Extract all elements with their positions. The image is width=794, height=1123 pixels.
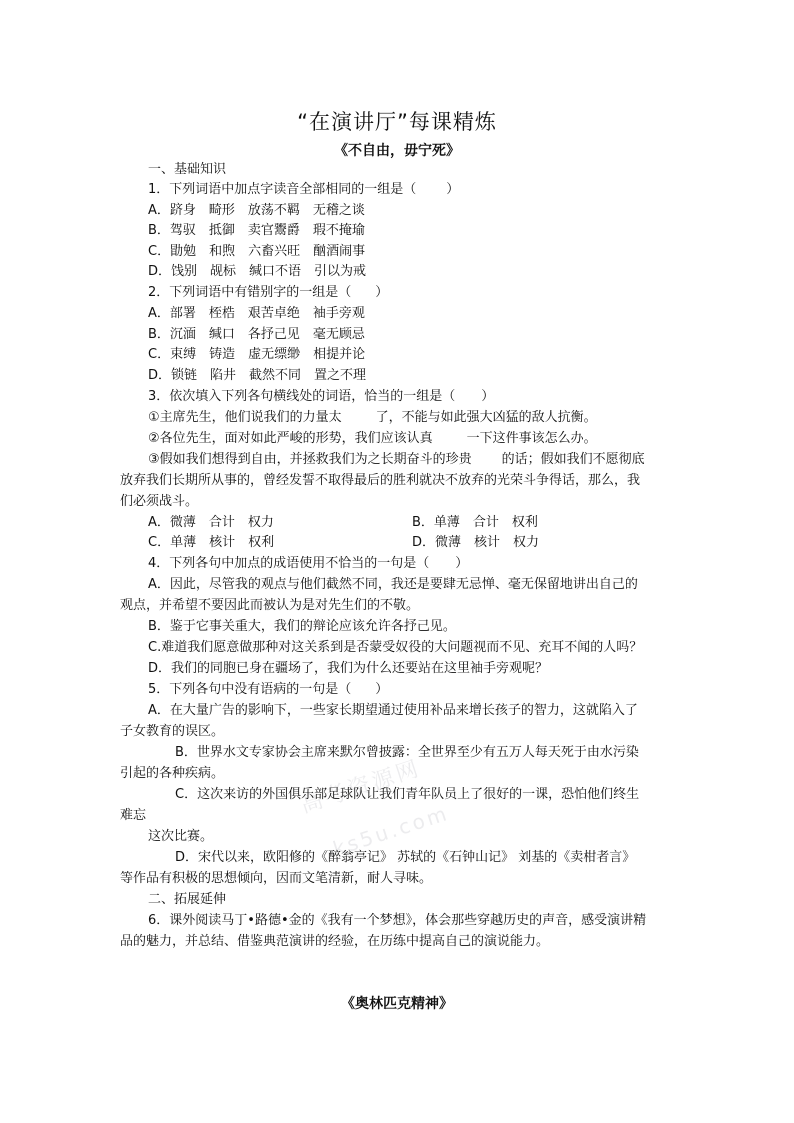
question-4-text: 4．下列各句中加点的成语使用不恰当的一句是（	[148, 556, 430, 571]
question-2-text: 2．下列词语中有错别字的一组是（	[148, 285, 352, 300]
watermark-url: ks5u.com	[330, 800, 453, 861]
question-5-option-b-cont: 引起的各种疾病。	[120, 766, 225, 781]
question-5-option-b: B．世界水文专家协会主席来默尔曾披露：全世界至少有五万人每天死于由水污染	[175, 745, 639, 760]
sentence-2-part-b: 一下这件事该怎么办。	[466, 431, 597, 446]
question-4-option-a-cont: 观点，并希望不要因此而被认为是对先生们的不敬。	[120, 598, 420, 613]
question-1-text: 1．下列词语中加点字读音全部相同的一组是（	[148, 182, 417, 197]
question-5-option-c-cont: 难忘	[120, 808, 147, 823]
question-2-option-d: D．锁链 陷井 截然不同 置之不理	[148, 368, 367, 383]
question-3-sentence-1	[148, 410, 597, 426]
question-4-stem	[148, 556, 468, 572]
question-3-stem	[148, 389, 494, 405]
question-5-option-d-cont: 等作品有积极的思想倾向，因而文笔清新，耐人寻味。	[120, 871, 433, 886]
sentence-2-part-a: ②各位先生，面对如此严峻的形势，我们应该认真	[148, 431, 433, 446]
question-5-paren: ）	[375, 682, 389, 697]
question-3-text: 3．依次填入下列各句横线处的词语，恰当的一组是（	[148, 389, 456, 404]
sentence-3-part-a: ③假如我们想得到自由，并拯救我们为之长期奋斗的珍贵	[148, 452, 472, 467]
question-3-paren: ）	[481, 389, 495, 404]
lesson-title: 《不自由，毋宁死》	[334, 143, 460, 159]
question-3-sentence-3-end: 们必须战斗。	[120, 494, 199, 509]
question-6-line-2: 品的魅力，并总结、借鉴典范演讲的经验，在历练中提高自己的演说能力。	[120, 934, 550, 949]
question-5-stem	[148, 682, 388, 698]
question-4-option-d: D．我们的同胞已身在疆场了，我们为什么还要站在这里袖手旁观呢？	[148, 661, 549, 676]
question-4-option-c: C.难道我们愿意做那种对这关系到是否蒙受奴役的大问题视而不见、充耳不闻的人吗？	[148, 640, 643, 655]
question-5-text: 5．下列各句中没有语病的一句是（	[148, 682, 352, 697]
watermark-text: 高考资源网	[297, 756, 425, 819]
question-2-option-c: C．束缚 铸造 虚无缥缈 相提并论	[148, 347, 366, 362]
question-4-option-a: A．因此，尽管我的观点与他们截然不同，我还是要肆无忌惮、毫无保留地讲出自己的	[148, 577, 638, 592]
question-1-option-d: D．饯别 觇标 缄口不语 引以为戒	[148, 264, 367, 279]
question-2-option-a: A．部署 桎梏 艰苦卓绝 袖手旁观	[148, 306, 365, 321]
question-5-option-a: A．在大量广告的影响下，一些家长期望通过使用补品来增长孩子的智力，这就陷入了	[148, 703, 638, 718]
section-heading-basics: 一、基础知识	[148, 162, 227, 177]
question-5-option-c-end: 这次比赛。	[148, 829, 214, 844]
question-3-option-a: A．微薄 合计 权力	[148, 515, 274, 530]
question-2-stem	[148, 285, 388, 301]
question-1-option-c: C．勖勉 和煦 六畜兴旺 酗酒闹事	[148, 244, 366, 259]
sentence-1-part-b: 了，不能与如此强大凶猛的敌人抗衡。	[375, 410, 597, 425]
question-6-line-1: 6．课外阅读马丁•路德•金的《我有一个梦想》，体会那些穿越历史的声音，感受演讲精	[148, 913, 647, 928]
question-3-sentence-3	[148, 452, 645, 468]
question-5-option-c: C．这次来访的外国俱乐部足球队让我们青年队员上了很好的一课，恐怕他们终生	[175, 787, 640, 802]
question-2-paren: ）	[375, 285, 389, 300]
question-1-paren: ）	[446, 182, 460, 197]
question-3-option-d: D．微薄 核计 权力	[412, 535, 540, 550]
question-4-option-b: B．鉴于它事关重大，我们的辩论应该允许各抒己见。	[148, 619, 456, 634]
question-3-option-b: B．单薄 合计 权利	[412, 515, 538, 530]
question-5-option-a-cont: 子女教育的误区。	[120, 724, 225, 739]
question-5-option-d: D．宋代以来，欧阳修的《醉翁亭记》 苏轼的《石钟山记》 刘基的《卖柑者言》	[175, 850, 636, 865]
sentence-3-part-b: 的话；假如我们不愿彻底	[501, 452, 645, 467]
section-heading-extension: 二、拓展延伸	[148, 892, 227, 907]
next-lesson-title: 《奥林匹克精神》	[341, 996, 453, 1012]
question-4-paren: ）	[455, 556, 469, 571]
question-1-option-a: A．跻身 畸形 放荡不羁 无稽之谈	[148, 203, 365, 218]
question-3-sentence-3-cont: 放弃我们长期所从事的，曾经发誓不取得最后的胜利就决不放弃的光荣斗争得话，那么，我	[120, 473, 641, 488]
page-title: “在演讲厅”每课精炼	[297, 110, 497, 134]
question-2-option-b: B．沉湎 缄口 各抒己见 毫无顾忌	[148, 327, 365, 342]
question-3-sentence-2	[148, 431, 597, 447]
sentence-1-part-a: ①主席先生，他们说我们的力量太	[148, 410, 342, 425]
question-3-option-c: C．单薄 核计 权利	[148, 535, 275, 550]
question-1-option-b: B．驾驭 抵御 卖官鬻爵 瑕不掩瑜	[148, 223, 365, 238]
question-1-stem	[148, 182, 459, 198]
